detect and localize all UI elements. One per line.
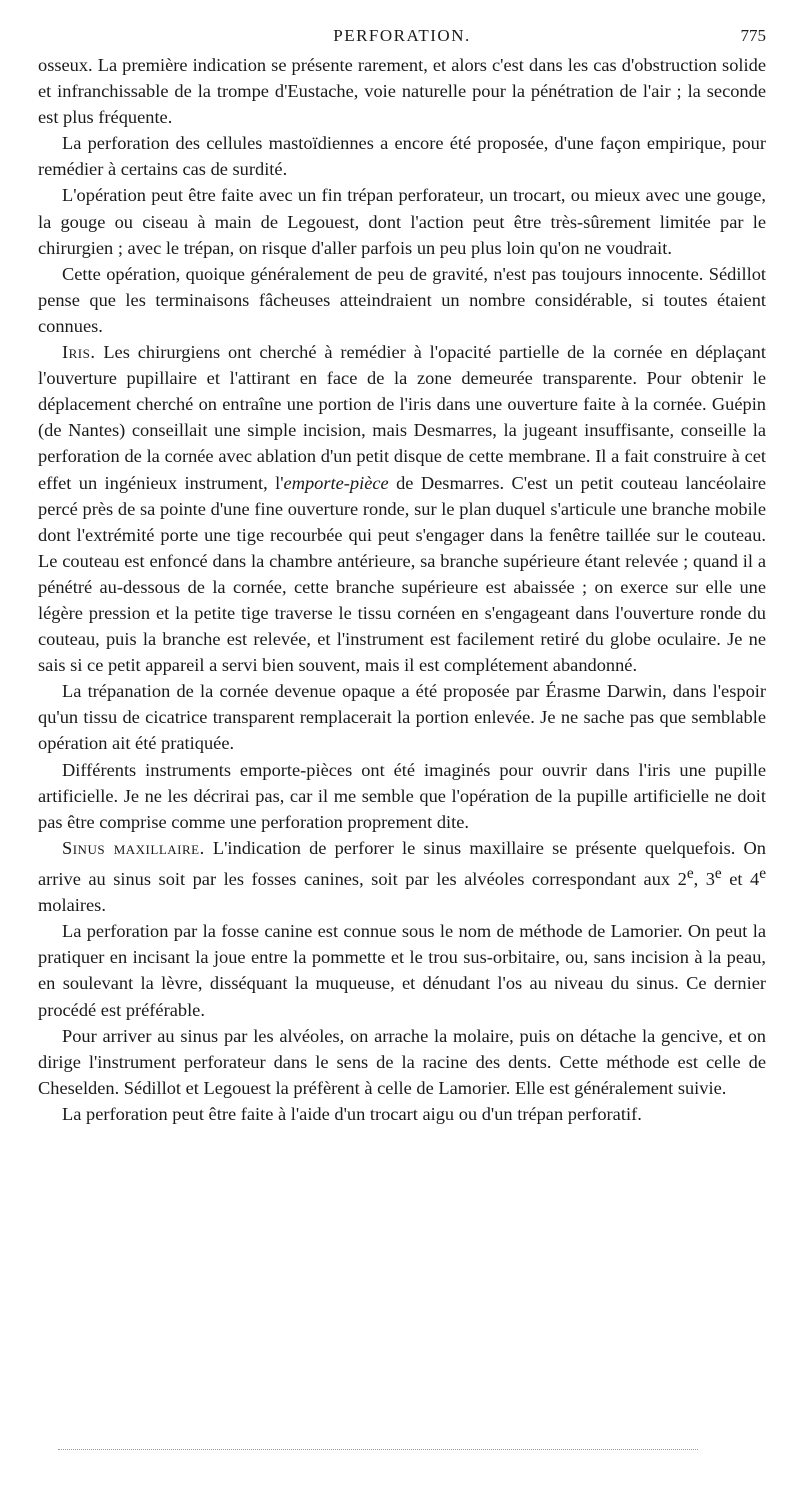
sinus-text-d: molaires. <box>38 895 106 916</box>
iris-emphasis-emporte-piece: emporte-pièce <box>283 472 389 493</box>
running-title: PERFORATION. <box>333 26 471 45</box>
section-heading-sinus: Sinus maxillaire. <box>62 837 205 858</box>
paragraph-trepanation: La trépanation de la cornée devenue opaque a été proposée par Érasme Darwin, dans l'espoir qu'un tissu de cicatrice transparent remplacerait la portion enlevée. Je ne sache pas que semblable opération ait été pratiquée. <box>38 681 766 754</box>
running-head <box>38 26 766 52</box>
footer-dotted-rule <box>58 1449 698 1450</box>
paragraph-cheselden: Pour arriver au sinus par les alvéoles, on arrache la molaire, puis on détache la gencive, et on dirige l'instrument perforateur dans le sens de la racine des dents. Cette méthode est celle de Cheselden. Sédillot et Legouest la préfèrent à celle de Lamorier. Elle est généralement suivie. <box>38 1025 766 1098</box>
paragraph-iris <box>38 339 766 678</box>
body-text <box>38 52 766 1127</box>
sinus-text-c: et 4 <box>721 869 760 890</box>
iris-text-part1: Les chirurgiens ont cherché à remédier à l'opacité partielle de la cornée en déplaçant l'ouverture pupillaire et l'attirant en face de la zone demeurée transparente. Pour obtenir le déplacement cherché on entraîne une portion de l'iris dans une ouverture faite à la cornée. Guépin (de Nantes) conseillait une simple incision, mais Desmarres, la jugeant insuffisante, conseille la perforation de la cornée avec ablation d'un petit disque de cette membrane. Il a fait construire à cet effet un ingénieux instrument, l' <box>38 342 766 493</box>
sinus-text-a: L'indication de perforer le sinus maxillaire se présente quelquefois. On arrive au sinus soit par les fosses canines, soit par les alvéoles correspondant aux 2 <box>38 837 766 890</box>
book-page <box>38 26 766 1127</box>
paragraph-sinus <box>38 835 766 918</box>
paragraph-mastoid: La perforation des cellules mastoïdiennes a encore été proposée, d'une façon empirique, pour remédier à certains cas de surdité. <box>38 133 766 180</box>
page-number: 775 <box>740 26 766 45</box>
sinus-sup-3: e <box>759 864 767 882</box>
paragraph-instruments: Différents instruments emporte-pièces ont été imaginés pour ouvrir dans l'iris une pupille artificielle. Je ne les décrirai pas, car il me semble que l'opération de la pupille artificielle ne doit pas être comprise comme une perforation proprement dite. <box>38 759 766 832</box>
paragraph-gravity: Cette opération, quoique généralement de peu de gravité, n'est pas toujours innocente. Sédillot pense que les terminaisons fâcheuses atteindraient un nombre considérable, si toutes étaient connues. <box>38 263 766 336</box>
sinus-sup-1: e <box>686 864 694 882</box>
section-heading-iris: Iris. <box>62 342 96 363</box>
paragraph-osseux: osseux. La première indication se présente rarement, et alors c'est dans les cas d'obstruction solide et infranchissable de la trompe d'Eustache, voie naturelle pour la pénétration de l'air ; la seconde est plus fréquente. <box>38 55 766 128</box>
iris-text-part2: de Desmarres. C'est un petit couteau lancéolaire percé près de sa pointe d'une fine ouverture ronde, sur le plan duquel s'articule une branche mobile dont l'extrémité porte une tige recourbée qui peut s'engager dans la fenêtre taillée sur le couteau. Le couteau est enfoncé dans la chambre antérieure, sa branche supérieure étant relevée ; quand il a pénétré au-dessous de la cornée, cette branche supérieure est abaissée ; on exerce sur elle une légère pression et la petite tige traverse le tissu cornéen en s'engageant dans l'ouverture ronde du couteau, puis la branche est relevée, et l'instrument est facilement retiré du globe oculaire. Je ne sais si ce petit appareil a servi bien souvent, mais il est complétement abandonné. <box>38 472 766 676</box>
paragraph-lamorier: La perforation par la fosse canine est connue sous le nom de méthode de Lamorier. On peut la pratiquer en incisant la joue entre la pommette et le trou sus-orbitaire, ou, sans incision à la peau, en soulevant la lèvre, disséquant la muqueuse, et dénudant l'os au niveau du sinus. Ce dernier procédé est préférable. <box>38 921 766 1020</box>
paragraph-operation: L'opération peut être faite avec un fin trépan perforateur, un trocart, ou mieux avec une gouge, la gouge ou ciseau à main de Legouest, dont l'action peut être très-sûrement limitée par le chirurgien ; avec le trépan, on risque d'aller parfois un peu plus loin qu'on ne voudrait. <box>38 185 766 258</box>
paragraph-trocart: La perforation peut être faite à l'aide d'un trocart aigu ou d'un trépan perforatif. <box>62 1103 642 1124</box>
sinus-text-b: , 3 <box>693 869 715 890</box>
sinus-sup-2: e <box>714 864 722 882</box>
